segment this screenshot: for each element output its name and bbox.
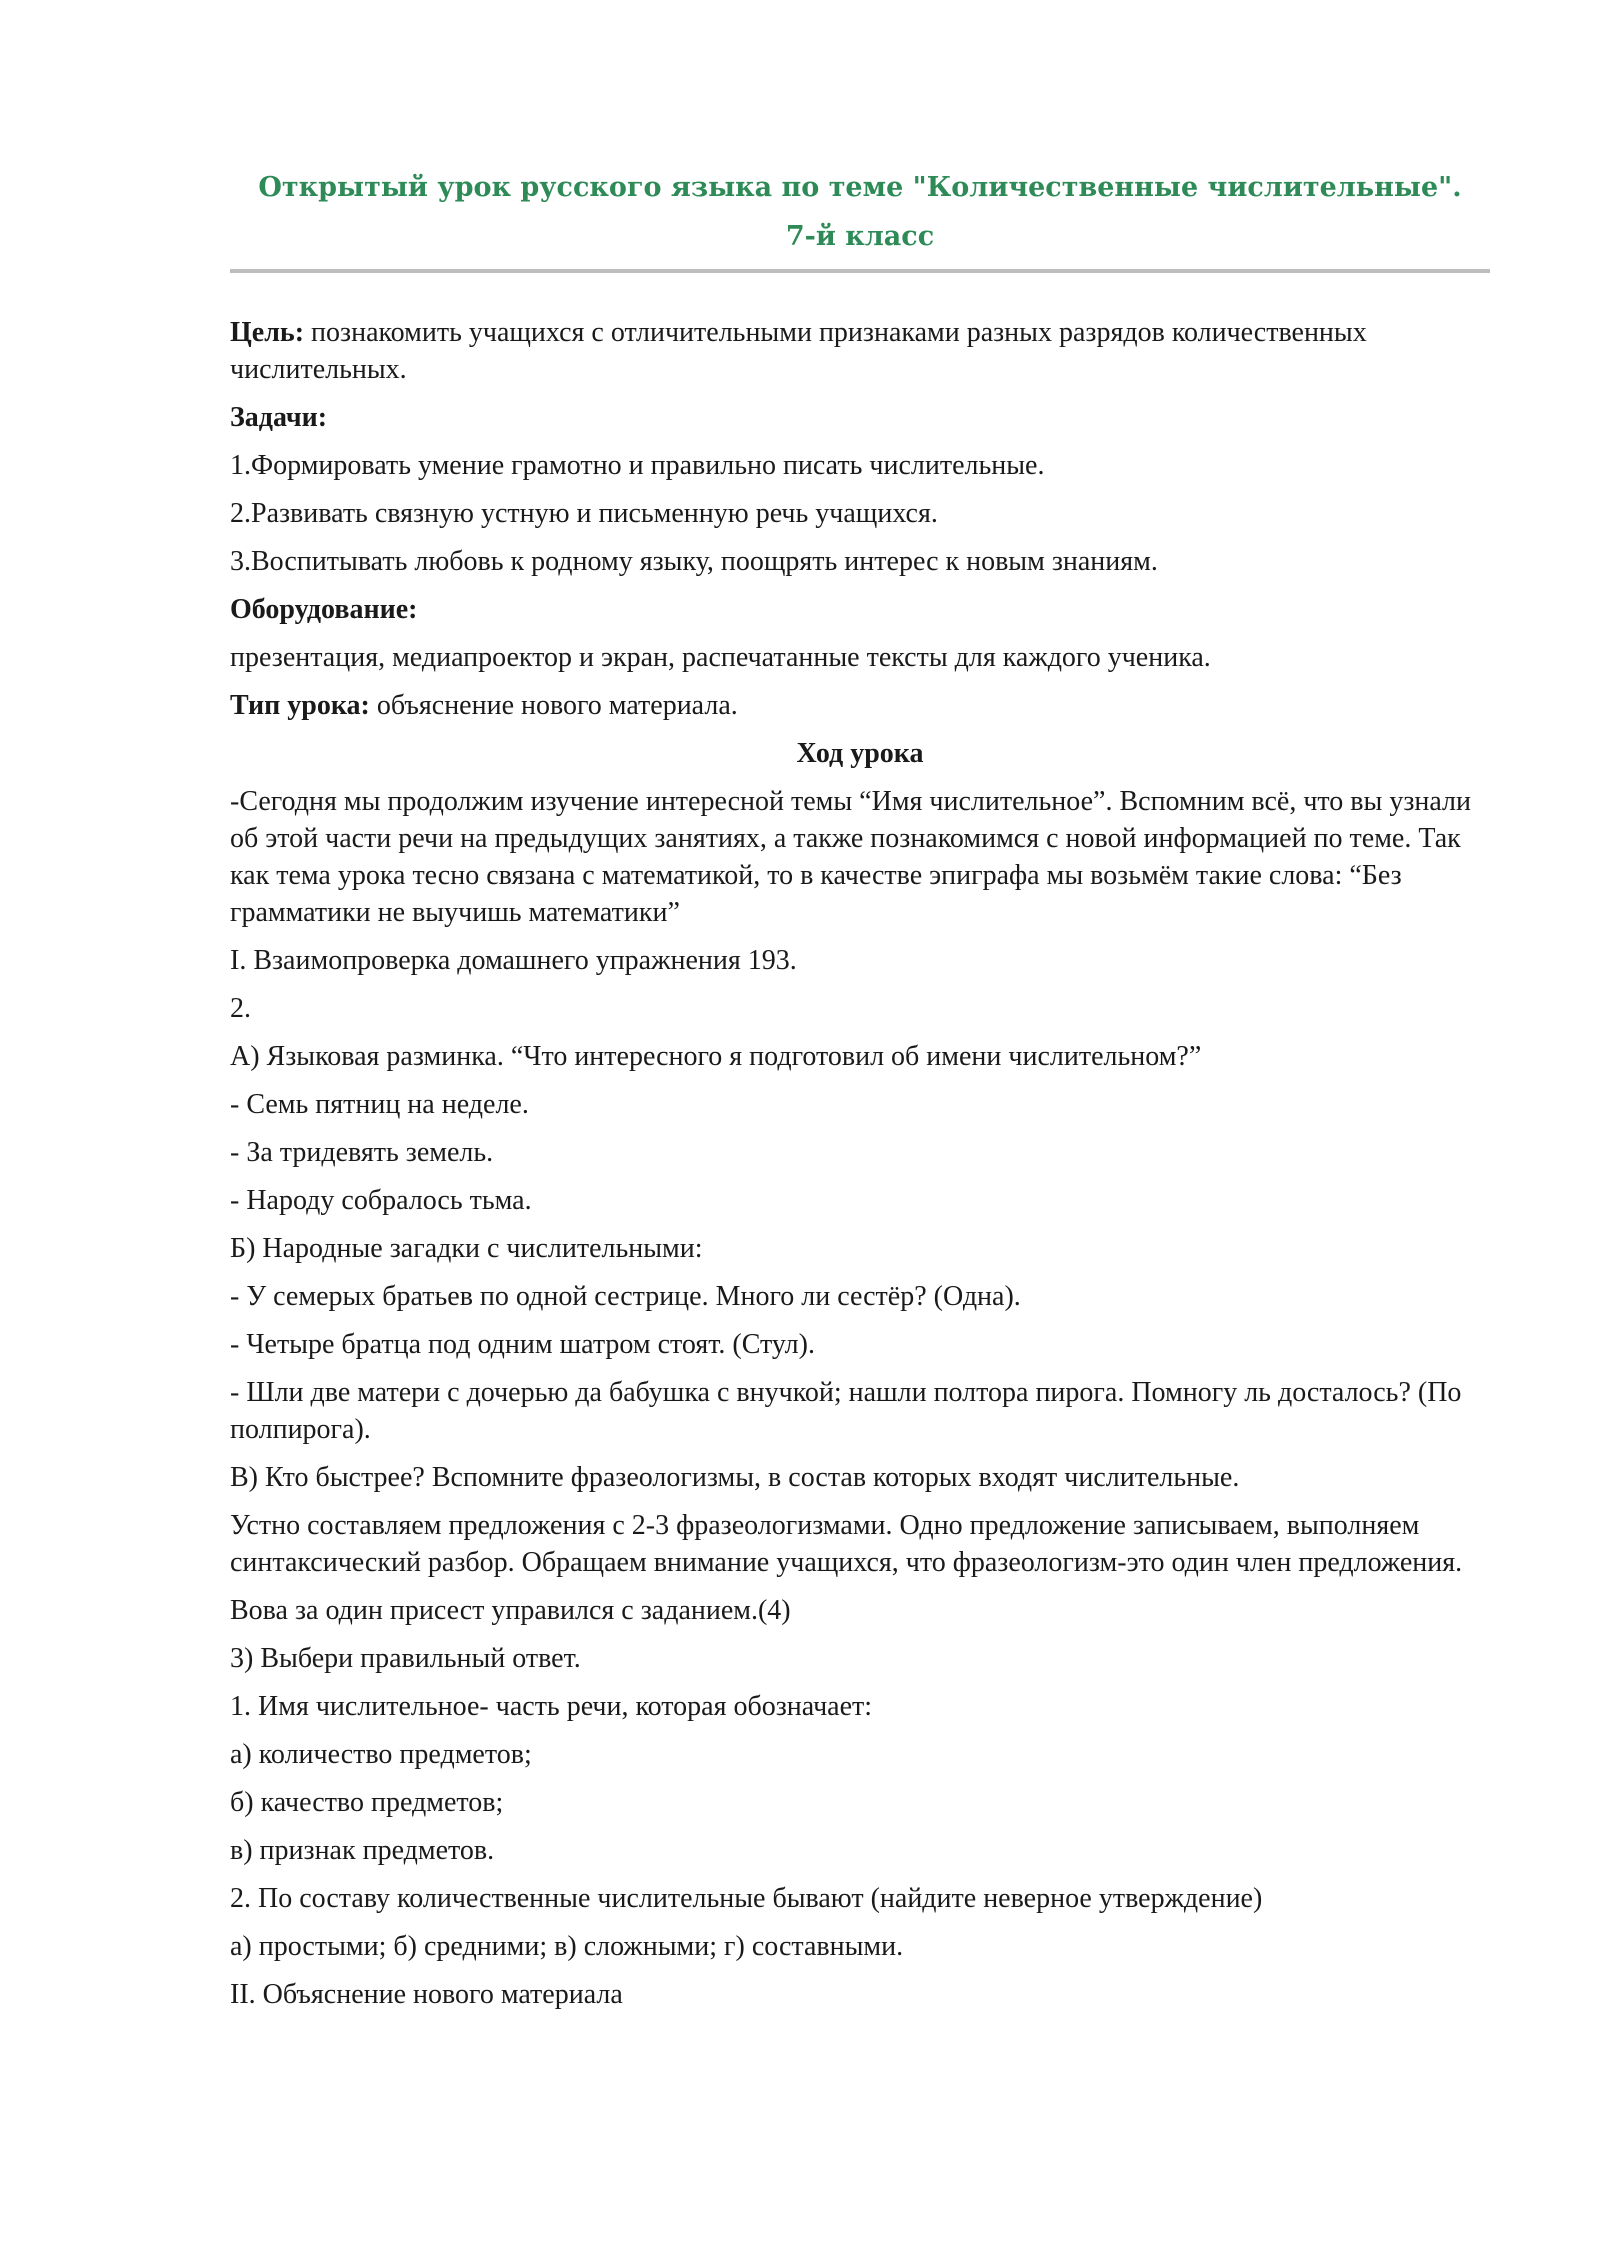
goal-paragraph [230, 314, 1490, 388]
body-paragraph: - Семь пятниц на неделе. [230, 1089, 529, 1120]
body-paragraph: - Шли две матери с дочерью да бабушка с внучкой; нашли полтора пирога. Помногу ль досталось? (По полпирога). [230, 1377, 1462, 1445]
title-line-2: 7-й класс [785, 221, 935, 252]
equipment-text: презентация, медиапроектор и экран, распечатанные тексты для каждого ученика. [230, 642, 1211, 673]
body-paragraph: а) простыми; б) средними; в) сложными; г) составными. [230, 1931, 904, 1962]
body-paragraph: Вова за один присест управился с заданием.(4) [230, 1595, 791, 1626]
task-item-3: 3.Воспитывать любовь к родному языку, поощрять интерес к новым знаниям. [230, 546, 1158, 577]
body-paragraph: - Четыре братца под одним шатром стоят. (Стул). [230, 1329, 815, 1360]
body-paragraph: - Народу собралось тьма. [230, 1185, 532, 1216]
body-paragraph: Б) Народные загадки с числительными: [230, 1233, 703, 1264]
tasks-heading: Задачи: [230, 402, 328, 433]
task-item-1: 1.Формировать умение грамотно и правильно писать числительные. [230, 450, 1045, 481]
body-paragraph: -Сегодня мы продолжим изучение интересной темы “Имя числительное”. Вспомним всё, что вы узнали об этой части речи на предыдущих занятиях, а также познакомимся с новой информацией по теме. Так как тема урока тесно связана с математикой, то в качестве эпиграфа мы возьмём такие слова: “Без грамматики не выучишь математики” [230, 786, 1471, 928]
title-divider [230, 269, 1490, 273]
body-paragraph: б) качество предметов; [230, 1787, 504, 1818]
equipment-heading: Оборудование: [230, 594, 418, 625]
lesson-type-text: объяснение нового материала. [369, 690, 738, 721]
goal-text: познакомить учащихся с отличительными признаками разных разрядов количественных числительных. [230, 317, 1367, 385]
lesson-type-paragraph [230, 687, 1490, 724]
document-title [230, 163, 1490, 261]
lesson-type-label: Тип урока: [230, 690, 370, 721]
task-item-2: 2.Развивать связную устную и письменную речь учащихся. [230, 498, 938, 529]
body-paragraph: 2. [230, 993, 251, 1024]
body-paragraph: I. Взаимопроверка домашнего упражнения 193. [230, 945, 797, 976]
body-paragraph: Устно составляем предложения с 2-3 фразеологизмами. Одно предложение записываем, выполняем синтаксический разбор. Обращаем внимание учащихся, что фразеологизм-это один член предложения. [230, 1510, 1463, 1578]
body-paragraph: В) Кто быстрее? Вспомните фразеологизмы, в состав которых входят числительные. [230, 1462, 1240, 1493]
goal-label: Цель: [230, 317, 305, 348]
body-paragraph: 3) Выбери правильный ответ. [230, 1643, 581, 1674]
body-paragraph: а) количество предметов; [230, 1739, 532, 1770]
body-paragraph: II. Объяснение нового материала [230, 1979, 623, 2010]
body-paragraph: - У семерых братьев по одной сестрице. Много ли сестёр? (Одна). [230, 1281, 1021, 1312]
course-heading: Ход урока [796, 738, 924, 769]
body-paragraph: 2. По составу количественные числительные бывают (найдите неверное утверждение) [230, 1883, 1263, 1914]
body-paragraph: 1. Имя числительное- часть речи, которая обозначает: [230, 1691, 873, 1722]
document-body [230, 314, 1490, 2013]
title-line-1: Открытый урок русского языка по теме "Количественные числительные". [258, 172, 1462, 203]
body-paragraph: А) Языковая разминка. “Что интересного я подготовил об имени числительном?” [230, 1041, 1202, 1072]
body-paragraph: в) признак предметов. [230, 1835, 495, 1866]
document-page [230, 0, 1490, 2024]
body-paragraph: - За тридевять земель. [230, 1137, 494, 1168]
